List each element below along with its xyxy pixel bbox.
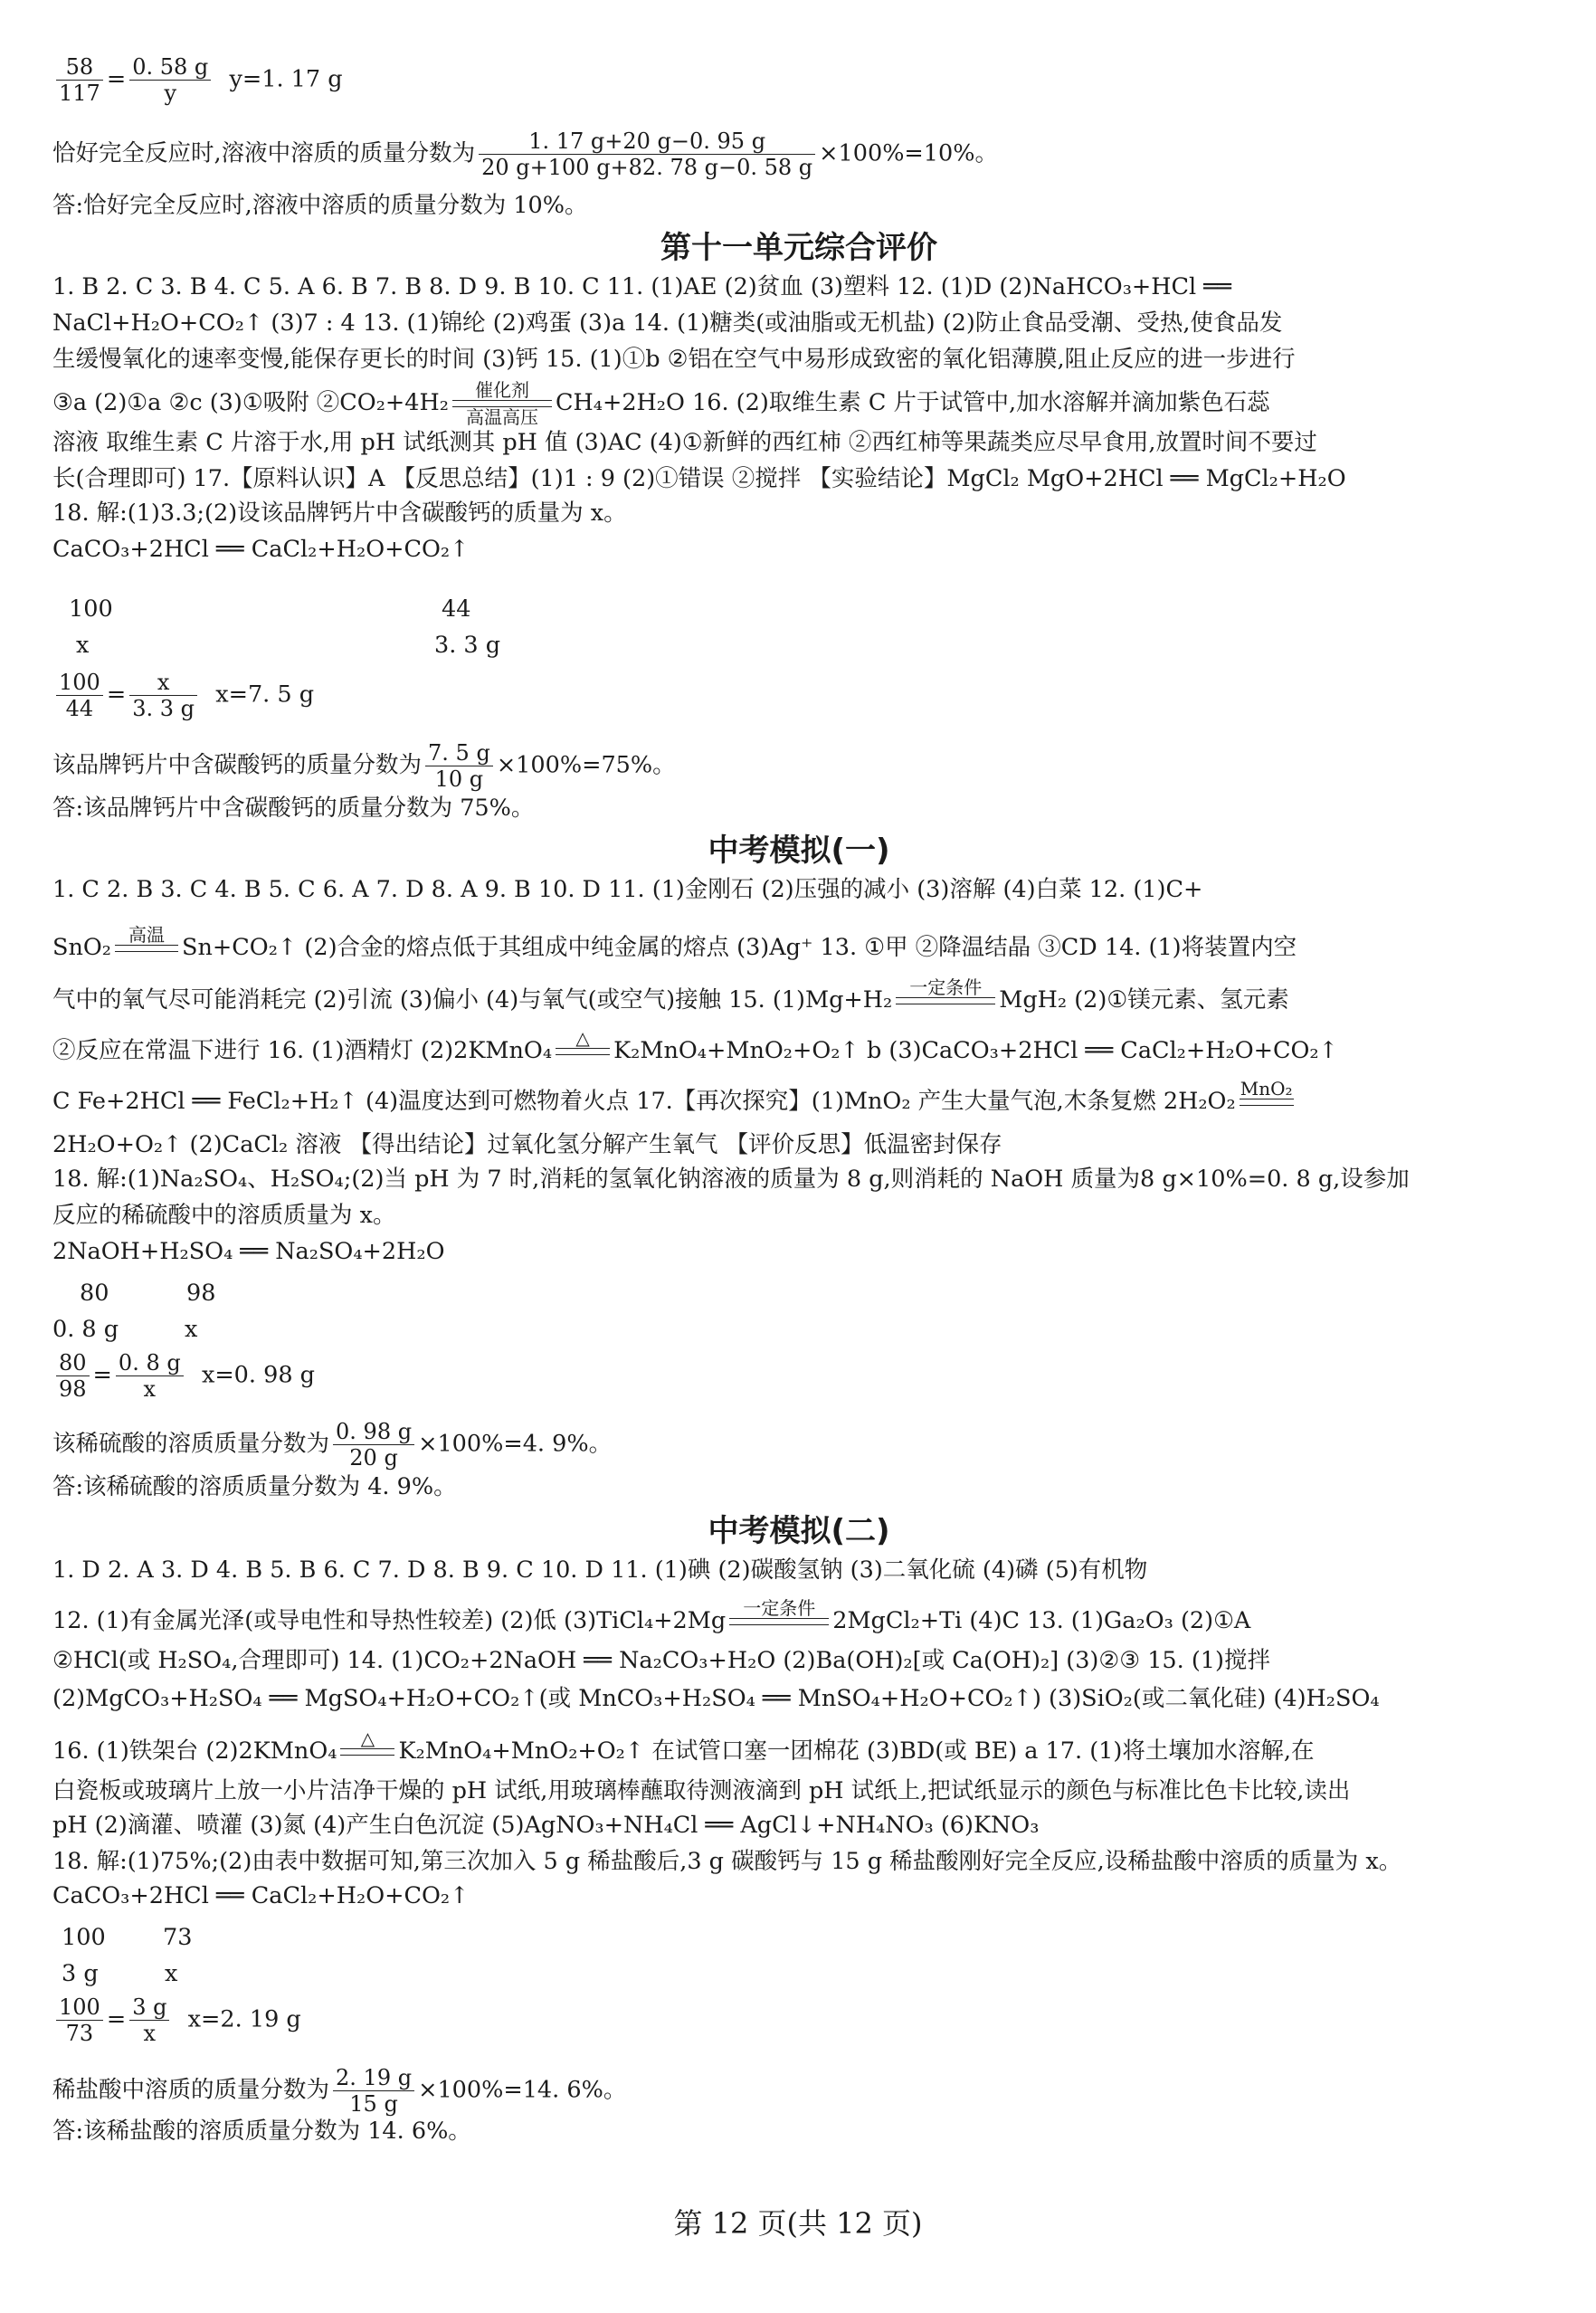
molar-mass: 44	[442, 595, 471, 623]
answer-line: ②反应在常温下进行 16. (1)酒精灯 (2)2KMnO₄ △ K₂MnO₄+MnO₂+O₂↑ b (3)CaCO₃+2HCl ══ CaCl₂+H₂O+CO₂↑	[52, 1028, 1338, 1075]
molar-mass: 100	[69, 595, 113, 623]
reaction-condition: MnO₂	[1240, 1079, 1294, 1126]
answer-line: 答:恰好完全反应时,溶液中溶质的质量分数为 10%。	[52, 192, 588, 219]
answer-line: SnO₂ 高温 Sn+CO₂↑ (2)合金的熔点低于其组成中纯金属的熔点 (3)Ag⁺ 13. ①甲 ②降温结晶 ③CD 14. (1)将装置内空	[52, 925, 1297, 972]
answer-line: 18. 解:(1)3.3;(2)设该品牌钙片中含碳酸钙的质量为 x。	[52, 500, 627, 527]
page-footer: 第 12 页(共 12 页)	[673, 2206, 923, 2241]
reaction-condition: 一定条件	[896, 977, 995, 1024]
answer-line: 气中的氧气尽可能消耗完 (2)引流 (3)偏小 (4)与氧气(或空气)接触 15. (1)Mg+H₂ 一定条件 MgH₂ (2)①镁元素、氢元素	[52, 977, 1289, 1024]
answer-line: 1. B 2. C 3. B 4. C 5. A 6. B 7. B 8. D 9. B 10. C 11. (1)AE (2)贫血 (3)塑料 12. (1)D (2)NaHCO₃+HCl ══	[52, 273, 1232, 300]
percentage-calc: 稀盐酸中溶质的质量分数为 $\frac{2. 19 g}{15 g}$ ×100%=14. 6%。	[52, 2065, 627, 2117]
reaction-condition: 催化剂 高温高压	[452, 380, 552, 427]
answer-line: 答:该稀硫酸的溶质质量分数为 4. 9%。	[52, 1473, 457, 1500]
section-title: 中考模拟(二)	[708, 1513, 890, 1549]
answer-line: NaCl+H₂O+CO₂↑ (3)7 : 4 13. (1)锦纶 (2)鸡蛋 (3)a 14. (1)糖类(或油脂或无机盐) (2)防止食品受潮、受热,使食品发	[52, 309, 1283, 337]
unknown-mass: x	[76, 632, 90, 659]
molar-mass: 100	[62, 1924, 106, 1951]
known-mass: 3. 3 g	[434, 632, 501, 659]
answer-line: 18. 解:(1)75%;(2)由表中数据可知,第三次加入 5 g 稀盐酸后,3 g 碳酸钙与 15 g 稀盐酸刚好完全反应,设稀盐酸中溶质的质量为 x。	[52, 1848, 1402, 1875]
answer-line: C Fe+2HCl ══ FeCl₂+H₂↑ (4)温度达到可燃物着火点 17.【再次探究】(1)MnO₂ 产生大量气泡,木条复燃 2H₂O₂ MnO₂	[52, 1079, 1297, 1126]
answer-line: 18. 解:(1)Na₂SO₄、H₂SO₄;(2)当 pH 为 7 时,消耗的氢氧化钠溶液的质量为 8 g,则消耗的 NaOH 质量为8 g×10%=0. 8 g,设参加	[52, 1166, 1410, 1193]
section-title: 第十一单元综合评价	[660, 230, 937, 266]
calc-line: 恰好完全反应时,溶液中溶质的质量分数为 $\frac{1. 17 g+20 g-0. 95 g}{20 g+100 g+82. 78 g-0. 58 g}$ ×100%=10%。	[52, 128, 998, 180]
equation: CaCO₃+2HCl ══ CaCl₂+H₂O+CO₂↑	[52, 536, 470, 563]
fraction: $\frac{58}{117}$	[56, 54, 103, 106]
reaction-condition: 一定条件	[729, 1598, 829, 1645]
answer-line: 1. D 2. A 3. D 4. B 5. B 6. C 7. D 8. B 9. C 10. D 11. (1)碘 (2)碳酸氢钠 (3)二氧化硫 (4)磷 (5)有机物	[52, 1556, 1148, 1584]
fraction: $\frac{1. 17 g+20 g-0. 95 g}{20 g+100 g+82. 78 g-0. 58 g}$	[479, 128, 815, 180]
percentage-calc: 该品牌钙片中含碳酸钙的质量分数为 $\frac{7. 5 g}{10 g}$ ×100%=75%。	[52, 740, 676, 792]
answer-line: 溶液 取维生素 C 片溶于水,用 pH 试纸测其 pH 值 (3)AC (4)①新鲜的西红柿 ②西红柿等果蔬类应尽早食用,放置时间不要过	[52, 429, 1317, 456]
proportion: $\frac{100}{44}$ = $\frac{x}{3. 3 g}$ x=7. 5 g	[52, 670, 314, 721]
unknown-mass: x	[185, 1316, 198, 1343]
answer-line: 1. C 2. B 3. C 4. B 5. C 6. A 7. D 8. A 9. B 10. D 11. (1)金刚石 (2)压强的减小 (3)溶解 (4)白菜 12. (1)C+	[52, 876, 1203, 903]
answer-line: (2)MgCO₃+H₂SO₄ ══ MgSO₄+H₂O+CO₂↑(或 MnCO₃+H₂SO₄ ══ MnSO₄+H₂O+CO₂↑) (3)SiO₂(或二氧化硅) (4)H₂SO₄	[52, 1685, 1380, 1712]
proportion: $\frac{80}{98}$ = $\frac{0. 8 g}{x}$ x=0. 98 g	[52, 1350, 315, 1402]
answer-line: 答:该品牌钙片中含碳酸钙的质量分数为 75%。	[52, 795, 535, 822]
known-mass: 3 g	[62, 1960, 99, 1987]
reaction-condition: △	[340, 1728, 394, 1775]
answer-line: pH (2)滴灌、喷灌 (3)氮 (4)产生白色沉淀 (5)AgNO₃+NH₄Cl ══ AgCl↓+NH₄NO₃ (6)KNO₃	[52, 1812, 1040, 1839]
answer-line: 白瓷板或玻璃片上放一小片洁净干燥的 pH 试纸,用玻璃棒蘸取待测液滴到 pH 试纸上,把试纸显示的颜色与标准比色卡比较,读出	[52, 1777, 1351, 1804]
answer-line: 答:该稀盐酸的溶质质量分数为 14. 6%。	[52, 2118, 471, 2145]
answer-line: 生缓慢氧化的速率变慢,能保存更长的时间 (3)钙 15. (1)①b ②铝在空气中易形成致密的氧化铝薄膜,阻止反应的进一步进行	[52, 346, 1296, 373]
answer-line: 16. (1)铁架台 (2)2KMnO₄ △ K₂MnO₄+MnO₂+O₂↑ 在试管口塞一团棉花 (3)BD(或 BE) a 17. (1)将土壤加水溶解,在	[52, 1728, 1314, 1775]
percentage-calc: 该稀硫酸的溶质质量分数为 $\frac{0. 98 g}{20 g}$ ×100%=4. 9%。	[52, 1419, 613, 1471]
equation: CaCO₃+2HCl ══ CaCl₂+H₂O+CO₂↑	[52, 1882, 470, 1909]
molar-mass: 73	[163, 1924, 193, 1951]
answer-line: 长(合理即可) 17.【原料认识】A 【反思总结】(1)1 : 9 (2)①错误 ②搅拌 【实验结论】MgCl₂ MgO+2HCl ══ MgCl₂+H₂O	[52, 465, 1346, 492]
answer-line: ③a (2)①a ②c (3)①吸附 ②CO₂+4H₂ 催化剂 高温高压 CH₄+2H₂O 16. (2)取维生素 C 片于试管中,加水溶解并滴加紫色石蕊	[52, 379, 1270, 428]
answer-line: 12. (1)有金属光泽(或导电性和导热性较差) (2)低 (3)TiCl₄+2Mg 一定条件 2MgCl₂+Ti (4)C 13. (1)Ga₂O₃ (2)①A	[52, 1598, 1250, 1645]
molar-mass: 98	[186, 1280, 216, 1307]
section-title: 中考模拟(一)	[708, 833, 890, 869]
equation: 2NaOH+H₂SO₄ ══ Na₂SO₄+2H₂O	[52, 1238, 445, 1265]
reaction-condition: 高温	[115, 925, 178, 972]
answer-line: ②HCl(或 H₂SO₄,合理即可) 14. (1)CO₂+2NaOH ══ Na₂CO₃+H₂O (2)Ba(OH)₂[或 Ca(OH)₂] (3)②③ 15. (1)搅拌	[52, 1647, 1270, 1674]
fraction: $\frac{0. 58 g}{y}$	[129, 54, 211, 106]
calc-line: $\frac{58}{117}$ = $\frac{0. 58 g}{y}$ y=1. 17 g	[52, 54, 343, 106]
answer-line: 2H₂O+O₂↑ (2)CaCl₂ 溶液 【得出结论】过氧化氢分解产生氧气 【评价反思】低温密封保存	[52, 1131, 1002, 1158]
molar-mass: 80	[80, 1280, 109, 1307]
answer-line: 反应的稀硫酸中的溶质质量为 x。	[52, 1202, 396, 1229]
reaction-condition: △	[556, 1028, 610, 1075]
proportion: $\frac{100}{73}$ = $\frac{3 g}{x}$ x=2. 19 g	[52, 1994, 301, 2046]
unknown-mass: x	[165, 1960, 178, 1987]
known-mass: 0. 8 g	[52, 1316, 119, 1343]
